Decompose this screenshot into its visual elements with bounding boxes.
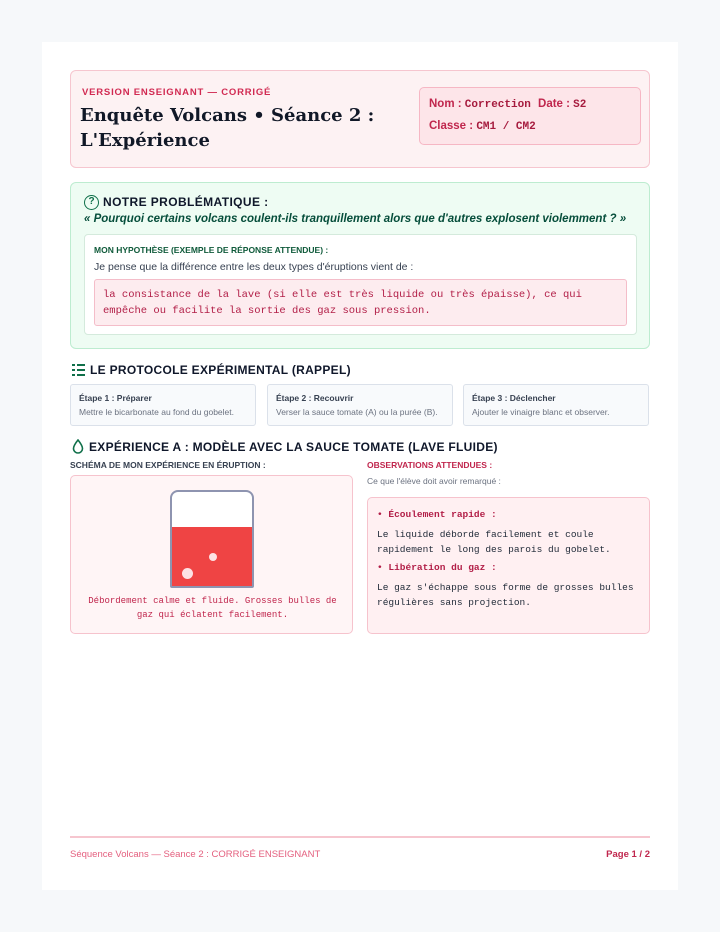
observation-title: • Libération du gaz : [377, 562, 497, 573]
observation-text: Le liquide déborde facilement et coule rapidement le long des parois du gobelet. [377, 529, 611, 555]
version-label: VERSION ENSEIGNANT — CORRIGÉ [82, 87, 272, 98]
hypothesis-answer: la consistance de la lave (si elle est très liquide ou très épaisse), ce qui empêche ou facilite la sortie des gaz sous pression. [94, 279, 627, 326]
step-title: Étape 2 : Recouvrir [276, 393, 354, 403]
step-desc: Verser la sauce tomate (A) ou la purée (B). [276, 407, 438, 417]
hypothesis-box [84, 234, 637, 335]
step-title: Étape 1 : Préparer [79, 393, 152, 403]
nom-line [429, 98, 586, 111]
protocol-step-3 [463, 384, 649, 426]
problematique-box [70, 182, 650, 349]
droplet-icon [72, 439, 84, 454]
step-desc: Mettre le bicarbonate au fond du gobelet. [79, 407, 234, 417]
step-title: Étape 3 : Déclencher [472, 393, 556, 403]
protocol-step-2 [267, 384, 453, 426]
problematique-title: NOTRE PROBLÉMATIQUE : [103, 195, 269, 209]
schema-caption: Débordement calme et fluide. Grosses bulles de gaz qui éclatent facilement. [88, 596, 337, 620]
step-desc: Ajouter le vinaigre blanc et observer. [472, 407, 610, 417]
page-title: Enquête Volcans • Séance 2 : L'Expérience [80, 105, 375, 151]
date-label: Date : [538, 98, 570, 110]
protocol-step-1 [70, 384, 256, 426]
list-icon [72, 363, 85, 376]
footer-divider [70, 836, 650, 838]
experience-a-title: EXPÉRIENCE A : MODÈLE AVEC LA SAUCE TOMATE (LAVE FLUIDE) [89, 440, 498, 454]
question-circle-icon: ? [84, 195, 99, 210]
student-id-box [419, 87, 641, 145]
hypothesis-title: MON HYPOTHÈSE (EXEMPLE DE RÉPONSE ATTENDUE) : [94, 245, 329, 255]
gas-bubble [209, 553, 217, 561]
beaker-drawing [170, 490, 254, 588]
page-number: Page 1 / 2 [606, 849, 650, 860]
observation-title: • Écoulement rapide : [377, 509, 497, 520]
schema-box [70, 475, 353, 634]
header-box [70, 70, 650, 168]
observations-intro: Ce que l'élève doit avoir remarqué : [367, 476, 501, 486]
classe-label: Classe : [429, 120, 474, 132]
classe-line [429, 120, 536, 133]
observation-text: Le gaz s'échappe sous forme de grosses bulles régulières sans projection. [377, 582, 634, 608]
protocol-title: LE PROTOCOLE EXPÉRIMENTAL (RAPPEL) [90, 363, 351, 377]
observations-label: OBSERVATIONS ATTENDUES : [367, 460, 493, 470]
observations-box [367, 497, 650, 634]
hypothesis-intro: Je pense que la différence entre les deux types d'éruptions vient de : [94, 261, 414, 273]
schema-label: SCHÉMA DE MON EXPÉRIENCE EN ÉRUPTION : [70, 460, 266, 470]
problematique-question: « Pourquoi certains volcans coulent-ils tranquillement alors que d'autres explosent violemment ? » [84, 213, 627, 225]
nom-value: Correction [464, 99, 531, 111]
date-value: S2 [573, 99, 587, 111]
gas-bubble [182, 568, 193, 579]
classe-value: CM1 / CM2 [476, 121, 536, 133]
worksheet-page [42, 42, 678, 890]
footer-left: Séquence Volcans — Séance 2 : CORRIGÉ ENSEIGNANT [70, 849, 321, 860]
nom-label: Nom : [429, 98, 462, 110]
